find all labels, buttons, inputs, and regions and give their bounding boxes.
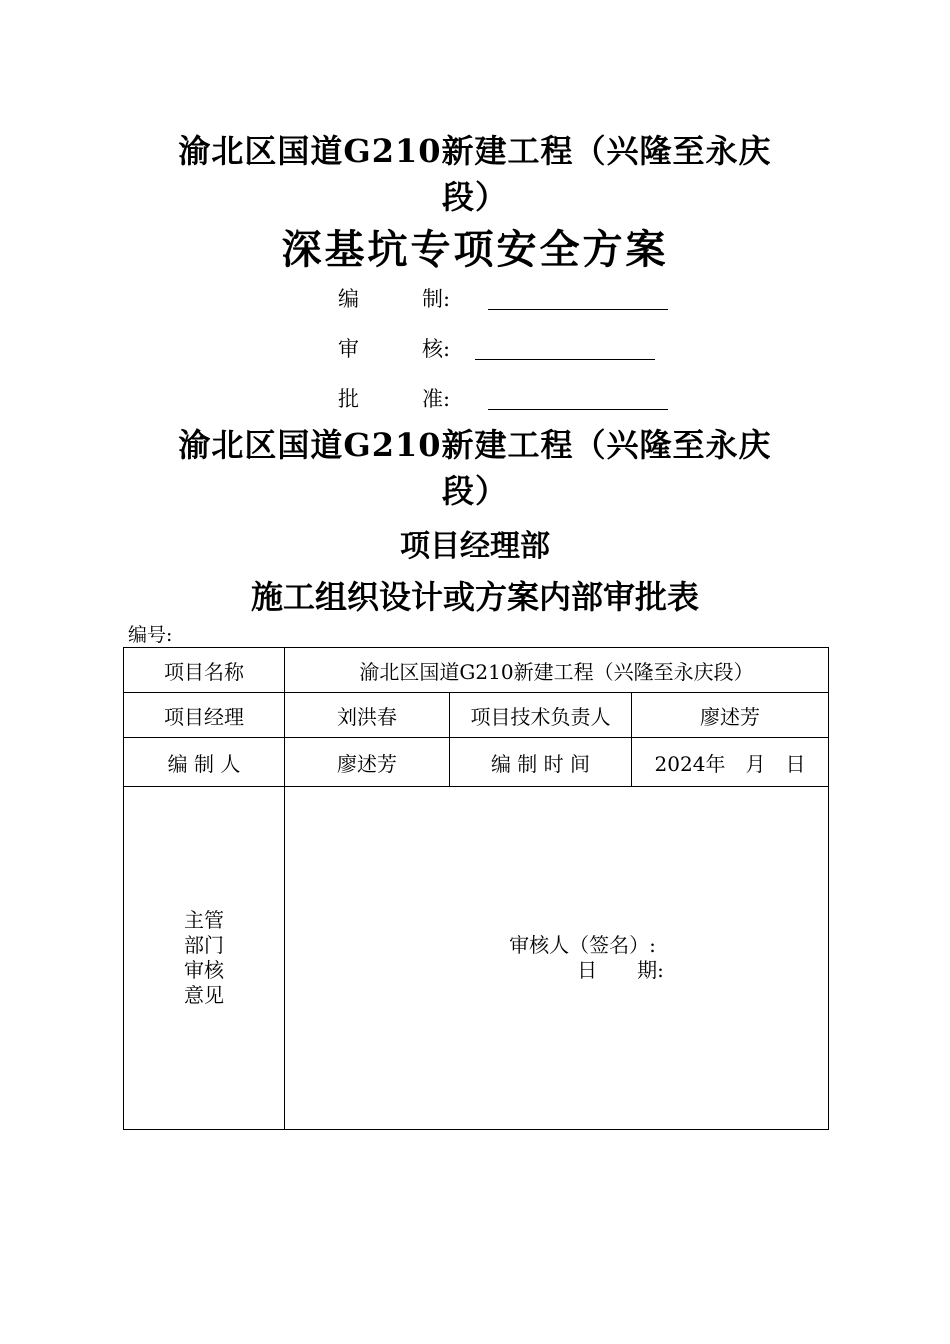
signature-blank-approve[interactable] [488, 409, 668, 410]
signature-label-review: 审 核: [338, 337, 451, 361]
review-date-label: 日 期: [577, 958, 664, 982]
signature-row-compile [0, 284, 950, 314]
cover-project-title [0, 128, 950, 220]
document-title: 深基坑专项安全方案 [281, 226, 669, 273]
signature-row-approve [0, 384, 950, 414]
project-manager-value[interactable]: 刘洪春 [285, 693, 450, 738]
table-row [124, 787, 829, 1130]
table-row [124, 648, 829, 693]
cover-project-title-line1: 渝北区国道G210新建工程（兴隆至永庆 [178, 132, 772, 170]
project-name-label: 项目名称 [124, 648, 285, 693]
signature-blank-compile[interactable] [488, 309, 668, 310]
opinion-label-line: 意见 [184, 983, 224, 1007]
tech-lead-value[interactable]: 廖述芳 [632, 693, 829, 738]
form-project-title [0, 422, 950, 514]
opinion-label [182, 908, 226, 1008]
serial-number-label: 编号: [128, 624, 173, 646]
table-row [124, 693, 829, 738]
compile-time-label: 编 制 时 间 [450, 738, 632, 787]
form-title: 施工组织设计或方案内部审批表 [250, 578, 699, 616]
tech-lead-label: 项目技术负责人 [450, 693, 632, 738]
cover-project-title-line2: 段） [441, 178, 508, 216]
opinion-label-cell [124, 787, 285, 1130]
compiler-label: 编 制 人 [124, 738, 285, 787]
approval-table [123, 647, 829, 1130]
compiler-value[interactable]: 廖述芳 [285, 738, 450, 787]
project-manager-label: 项目经理 [124, 693, 285, 738]
form-project-title-line1: 渝北区国道G210新建工程（兴隆至永庆 [178, 426, 772, 464]
opinion-label-line: 主管 [184, 908, 224, 932]
opinion-content-cell[interactable] [285, 787, 829, 1130]
signature-row-review [0, 334, 950, 364]
project-name-value[interactable]: 渝北区国道G210新建工程（兴隆至永庆段） [285, 648, 829, 693]
table-row [124, 738, 829, 787]
reviewer-signature-label: 审核人（签名）: [509, 933, 656, 957]
opinion-label-line: 部门 [184, 933, 224, 957]
signature-label-compile: 编 制: [338, 287, 451, 311]
compile-time-value[interactable]: 2024年 月 日 [632, 738, 829, 787]
form-project-title-line2: 段） [441, 472, 508, 510]
review-signature-block [509, 933, 664, 983]
department-title: 项目经理部 [400, 529, 550, 564]
signature-blank-review[interactable] [475, 359, 655, 360]
opinion-label-line: 审核 [184, 958, 224, 982]
signature-label-approve: 批 准: [338, 387, 451, 411]
